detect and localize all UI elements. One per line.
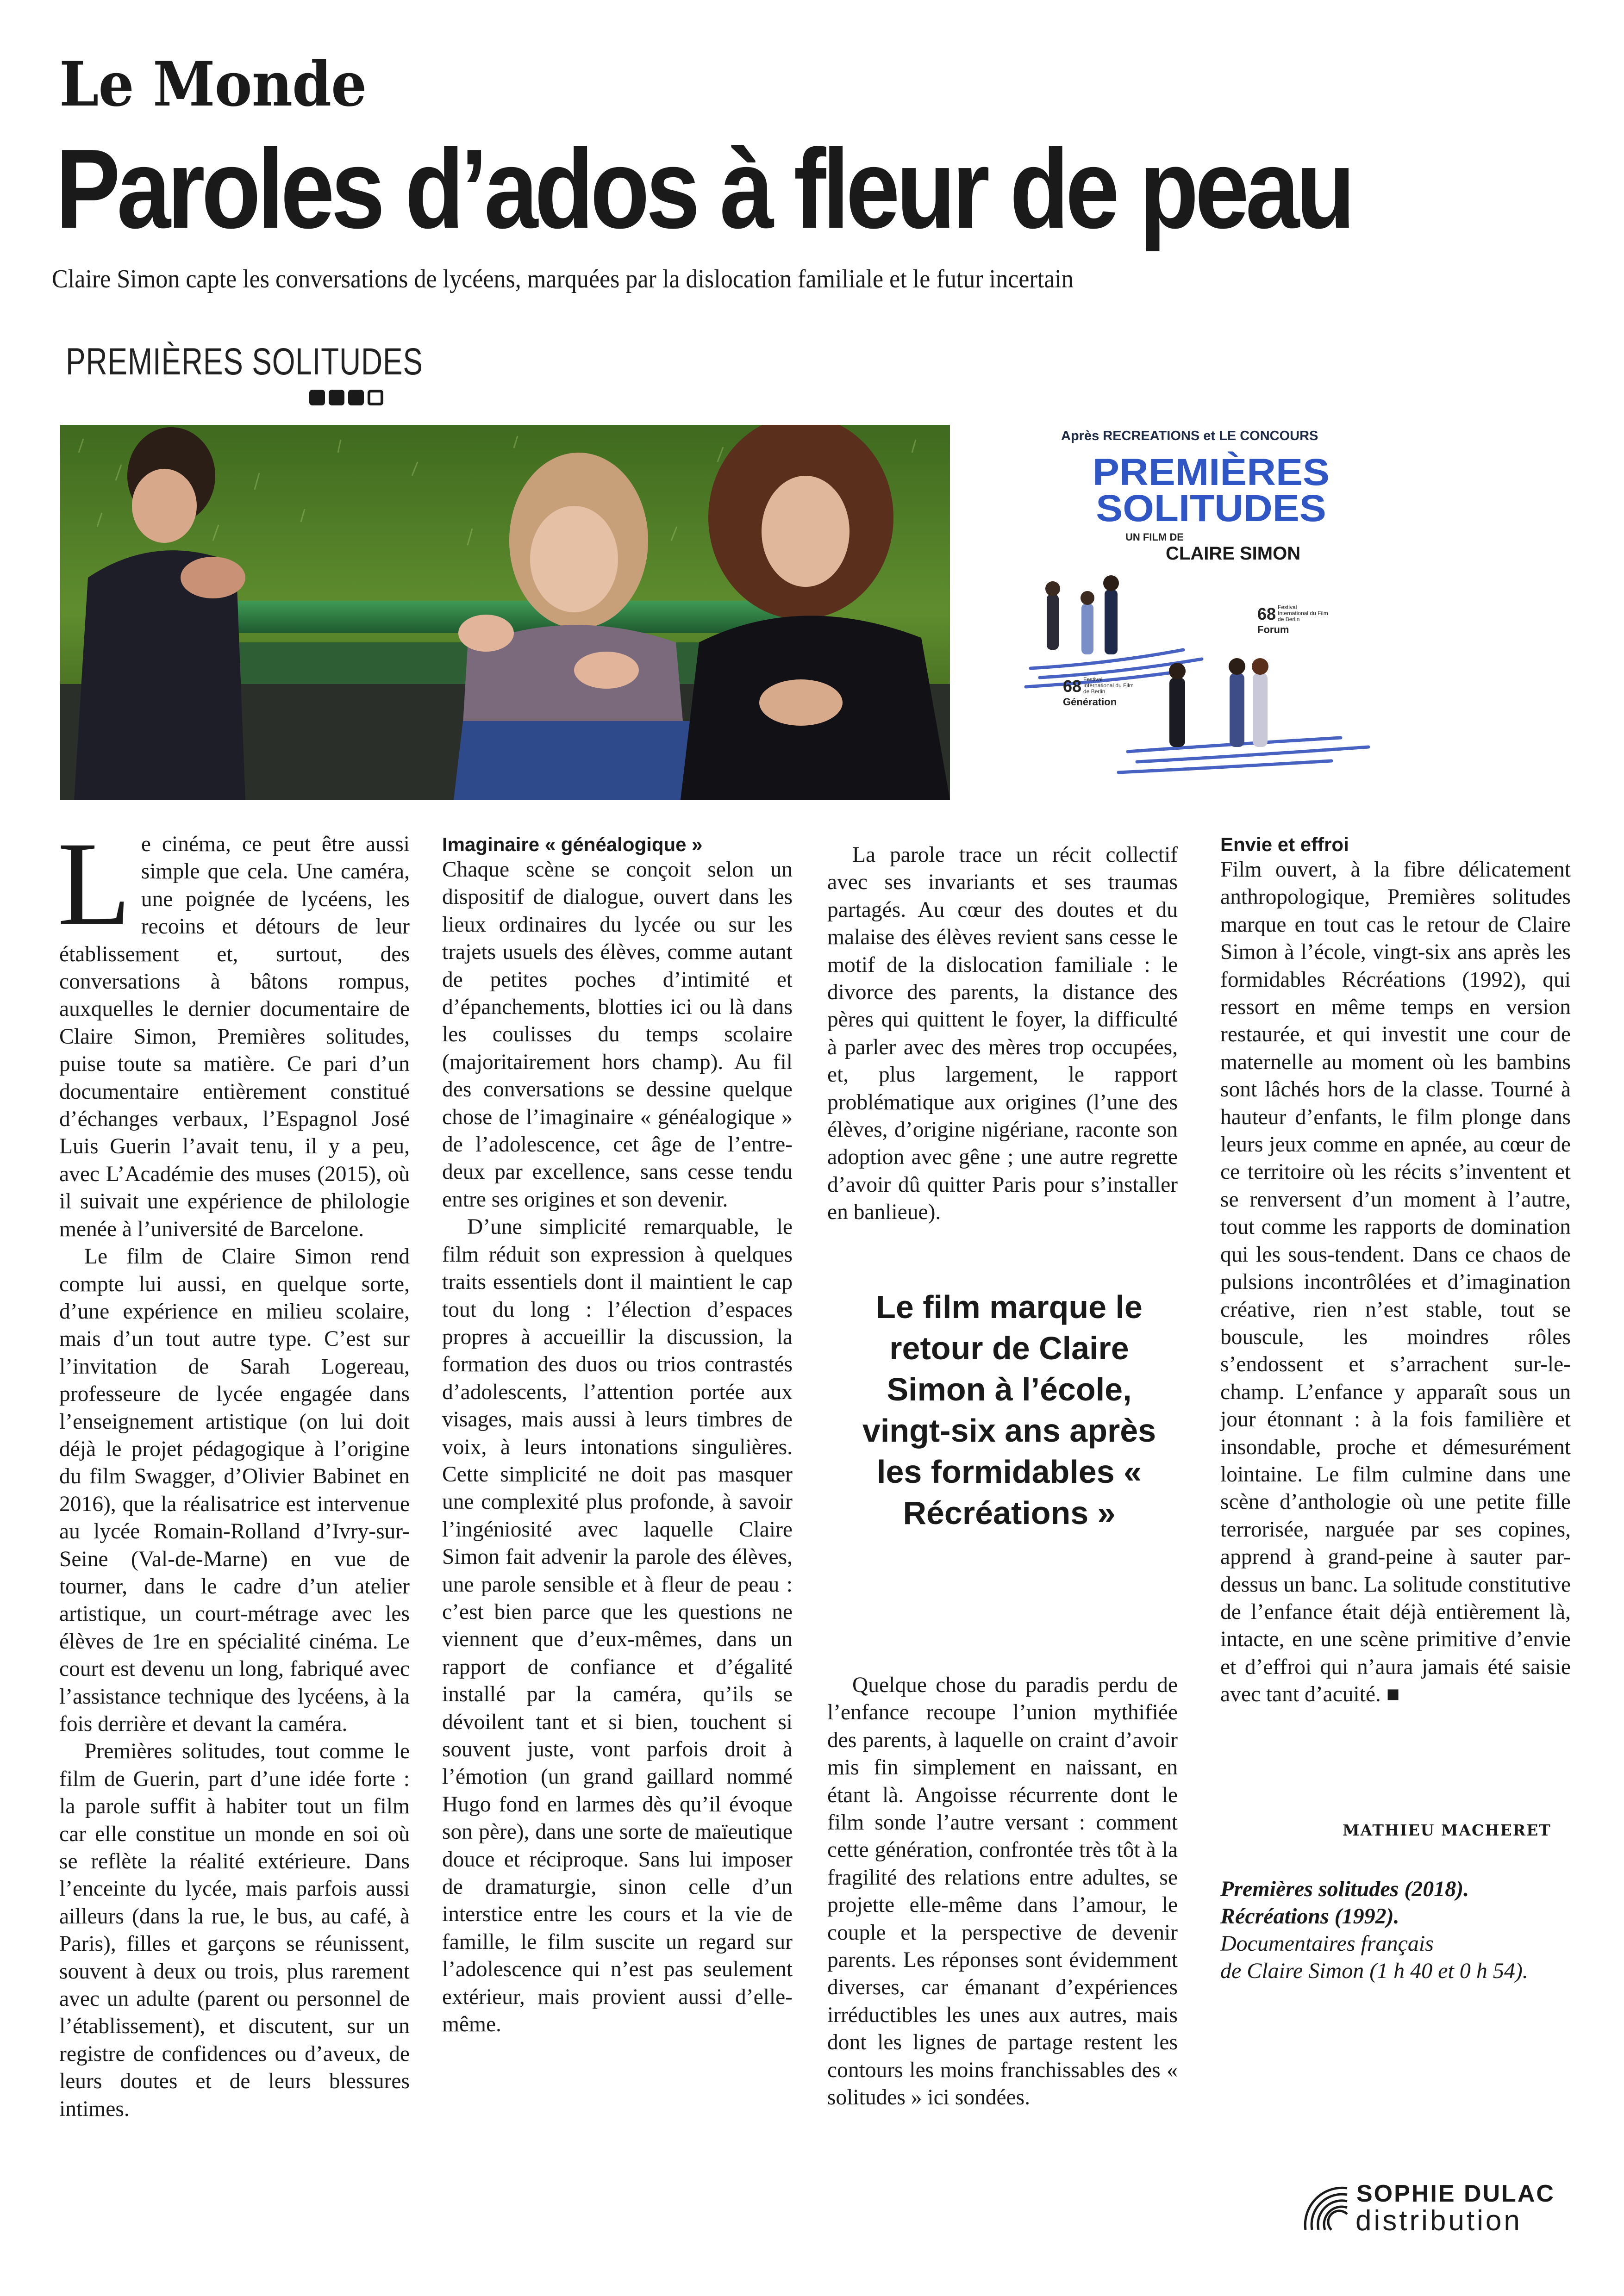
rating-dot-empty bbox=[368, 390, 383, 405]
generation-festival-number: 68 bbox=[1063, 677, 1082, 696]
poster-title-line2: SOLITUDES bbox=[1096, 487, 1326, 529]
section-heading: Envie et effroi bbox=[1220, 834, 1349, 855]
film-info-duration: de Claire Simon (1 h 40 et 0 h 54). bbox=[1220, 1959, 1528, 1983]
poster-illustration bbox=[1017, 534, 1401, 793]
article-column-4 bbox=[1220, 833, 1571, 1709]
distributor-emblem-icon bbox=[1296, 2179, 1352, 2234]
berlinale-forum-badge bbox=[1257, 604, 1329, 636]
pull-quote: Le film marque le retour de Claire Simon à l’école, vingt-six ans après les formidables « Récréations » bbox=[862, 1289, 1156, 1531]
headline: Paroles d’ados à fleur de peau bbox=[56, 125, 1352, 252]
poster-film-by: UN FILM DE bbox=[1125, 531, 1184, 543]
berlinale-generation-badge bbox=[1063, 677, 1134, 708]
paragraph-text: e cinéma, ce peut être aussi simple que cela. Une caméra, une poignée de lycéens, les recoins et détours de leur établissement et, surtout, des conversations à bâtons rompus, auxquelles le dernier documentaire de Claire Simon, Premières solitudes, puise toute sa matière. Ce pari d’un documentaire entièrement constitué d’échanges verbaux, l’Espagnol José Luis Guerin l’avait tenu, il y a peu, avec L’Académie des muses (2015), où il suivait une expérience de philologie menée à l’université de Barcelone. bbox=[59, 832, 410, 1241]
article-column-3-bottom bbox=[827, 1672, 1178, 2112]
masthead-logo: Le Monde bbox=[59, 49, 367, 120]
section-heading: Imaginaire « généalogique » bbox=[442, 834, 703, 855]
generation-label: Génération bbox=[1063, 696, 1117, 708]
rating-indicator bbox=[309, 390, 383, 405]
poster-director: CLAIRE SIMON bbox=[1166, 543, 1301, 564]
forum-festival-name: Festival International du Film de Berlin bbox=[1278, 604, 1328, 623]
film-info-title-1: Premières solitudes (2018). bbox=[1220, 1877, 1469, 1901]
article-paragraph: Film ouvert, à la fibre délicatement anthropologique, Premières solitudes marque en tout cas le retour de Claire Simon à l’école, vingt-six ans après les formidables Récréations (1992), qui ressort en même temps en version restaurée, et qui investit une cour de maternelle au moment où les bambins sont lâchés hors de la classe. Tourné à hauteur d’enfants, le film plonge dans leurs jeux comme en apnée, au cœur de ce territoire où les récits s’inventent et se renversent d’un moment à l’autre, tout comme les rapports de domination qui les sous-tendent. Dans ce chaos de pulsions incontrôlées et d’imagination créative, rien n’est stable, tout se bouscule, les moindres rôles s’endossent et s’arrachent sur-le-champ. L’enfance y apparaît sous un jour étonnant : à la fois familière et insondable, proche et démesurément lointaine. Le film culmine dans une scène d’anthologie où une petite fille terrorisée, narguée par ses copines, apprend à grand-peine à sauter par-dessus un banc. La solitude constitutive de l’enfance était déjà entièrement là, intacte, en une scène primitive d’envie et d’effroi qui n’aura jamais été saisie avec tant d’acuité. ■ bbox=[1220, 858, 1571, 1707]
distributor-subtitle: distribution bbox=[1355, 2205, 1522, 2237]
forum-festival-number: 68 bbox=[1257, 604, 1276, 623]
article-paragraph: Le film de Claire Simon rend compte lui aussi, en quelque sorte, d’une expérience en milieu scolaire, mais d’un tout autre type. C’est sur l’invitation de Sarah Logereau, professeure de lycée engagée dans l’enseignement artistique (on lui doit déjà le projet pédagogique à l’origine du film Swagger, d’Olivier Babinet en 2016), que la réalisatrice est intervenue au lycée Romain-Rolland d’Ivry-sur-Seine (Val-de-Marne) en vue de tourner, dans le cadre d’un atelier artistique, un court-métrage avec les élèves de 1re en spécialité cinéma. Le court est devenu un long, fabriqué avec l’assistance technique des lycéens, à la fois derrière et devant la caméra. bbox=[59, 1244, 410, 1736]
article-paragraph: D’une simplicité remarquable, le film réduit son expression à quelques traits essentiels dont il maintient le cap tout du long : l’élection d’espaces propres à accueillir la discussion, la formation des duos ou trios contrastés d’adolescents, l’attention portée aux visages, mais aussi à leurs timbres de voix, à leurs intonations singulières. Cette simplicité ne doit pas masquer une complexité plus profonde, à savoir l’ingéniosité avec laquelle Claire Simon fait advenir la parole des élèves, une parole sensible et à fleur de peau : c’est bien parce que les questions ne viennent que d’eux-mêmes, dans un rapport de confiance et d’égalité installé par la caméra, qu’ils se dévoilent tant et si bien, touchent si souvent juste, vont parfois droit à l’émotion (un grand gaillard nommé Hugo fond en larmes dès qu’il évoque son père), dans une sorte de maïeutique douce et réciproque. Sans lui imposer de dramaturgie, sinon celle d’un interstice entre les cours et la vie de famille, le film suscite un regard sur l’adolescence qui n’est pas seulement extérieur, mais provient aussi d’elle-même. bbox=[442, 1215, 793, 2037]
distributor-logo bbox=[1296, 2179, 1555, 2237]
article-paragraph: La parole trace un récit collectif avec ses invariants et ses traumas partagés. Au cœur des doutes et du malaise des élèves revient sans cesse le motif de la dislocation familiale : le divorce des parents, la distance des pères qui quittent le foyer, la difficulté à parler avec des mères trop occupées, et, plus largement, le rapport problématique aux origines (l’une des élèves, d’origine nigériane, raconte son adoption avec gêne ; une autre regrette d’avoir dû quitter Paris pour s’installer en banlieue). bbox=[827, 843, 1178, 1225]
generation-festival-name: Festival International du Film de Berlin bbox=[1083, 676, 1134, 695]
rating-dot-filled bbox=[309, 390, 325, 405]
article-paragraph: Chaque scène se conçoit selon un dispositif de dialogue, ouvert dans les lieux ordinaires du lycée ou sur les trajets usuels des élèves, comme autant de petites poches d’intimité et d’épanchements, blotties ici ou là dans les coulisses du temps scolaire (majoritairement hors champ). Au fil des conversations se dessine quelque chose de l’imaginaire « généalogique » de l’adolescence, cet âge de l’entre-deux par excellence, sans cesse tendu entre ses origines et son devenir. bbox=[442, 858, 793, 1212]
film-poster bbox=[1017, 423, 1401, 793]
rating-dot-filled bbox=[348, 390, 364, 405]
rating-dot-filled bbox=[329, 390, 344, 405]
poster-pretitle: Après RECREATIONS et LE CONCOURS bbox=[1061, 429, 1318, 443]
film-info-box bbox=[1220, 1875, 1600, 1985]
article-paragraph: Premières solitudes, tout comme le film de Guerin, part d’une idée forte : la parole suffit à habiter tout un film car elle constitue un monde en soi où se reflète la réalité extérieure. Dans l’enceinte du lycée, mais parfois aussi ailleurs (dans la rue, le bus, au café, à Paris), filles et garçons se réunissent, souvent à deux ou trois, plus rarement avec un adulte (parent ou personnel de l’établissement), et discutent, sur un registre de confidences ou d’aveux, de leurs doutes et de leurs blessures intimes. bbox=[59, 1739, 410, 2121]
poster-title-line1: PREMIÈRES bbox=[1093, 451, 1330, 493]
article-column-2 bbox=[442, 833, 793, 2038]
distributor-name: SOPHIE DULAC bbox=[1356, 2180, 1555, 2207]
drop-cap: L bbox=[57, 817, 131, 951]
subheadline: Claire Simon capte les conversations de lycéens, marquées par la dislocation familiale et le futur incertain bbox=[52, 265, 1074, 293]
poster-title bbox=[1044, 451, 1378, 529]
author-byline: MATHIEU MACHERET bbox=[1343, 1821, 1551, 1839]
article-paragraph bbox=[57, 817, 410, 1243]
film-info-genre: Documentaires français bbox=[1220, 1931, 1434, 1956]
article-paragraph: Quelque chose du paradis perdu de l’enfance recoupe l’union mythifiée des parents, à laquelle on craint d’avoir mis fin simplement en naissant, en étant là. Angoisse récurrente dont le film sonde l’autre versant : comment cette génération, confrontée très tôt à la fragilité des relations entre adultes, se projette elle-même dans l’amour, le couple et la perspective de devenir parents. Les réponses sont évidemment diverses, car émanant d’expériences irréductibles les unes aux autres, mais dont les lignes de partage restent les contours les moins franchissables des « solitudes » ici sondées. bbox=[827, 1673, 1178, 2110]
article-column-1 bbox=[57, 817, 410, 2123]
article-column-3-top bbox=[827, 841, 1178, 1226]
film-info-title-2: Récréations (1992). bbox=[1220, 1904, 1399, 1929]
film-still-photo bbox=[60, 425, 950, 800]
forum-label: Forum bbox=[1257, 624, 1289, 635]
rating-film-title: PREMIÈRES SOLITUDES bbox=[66, 341, 423, 383]
